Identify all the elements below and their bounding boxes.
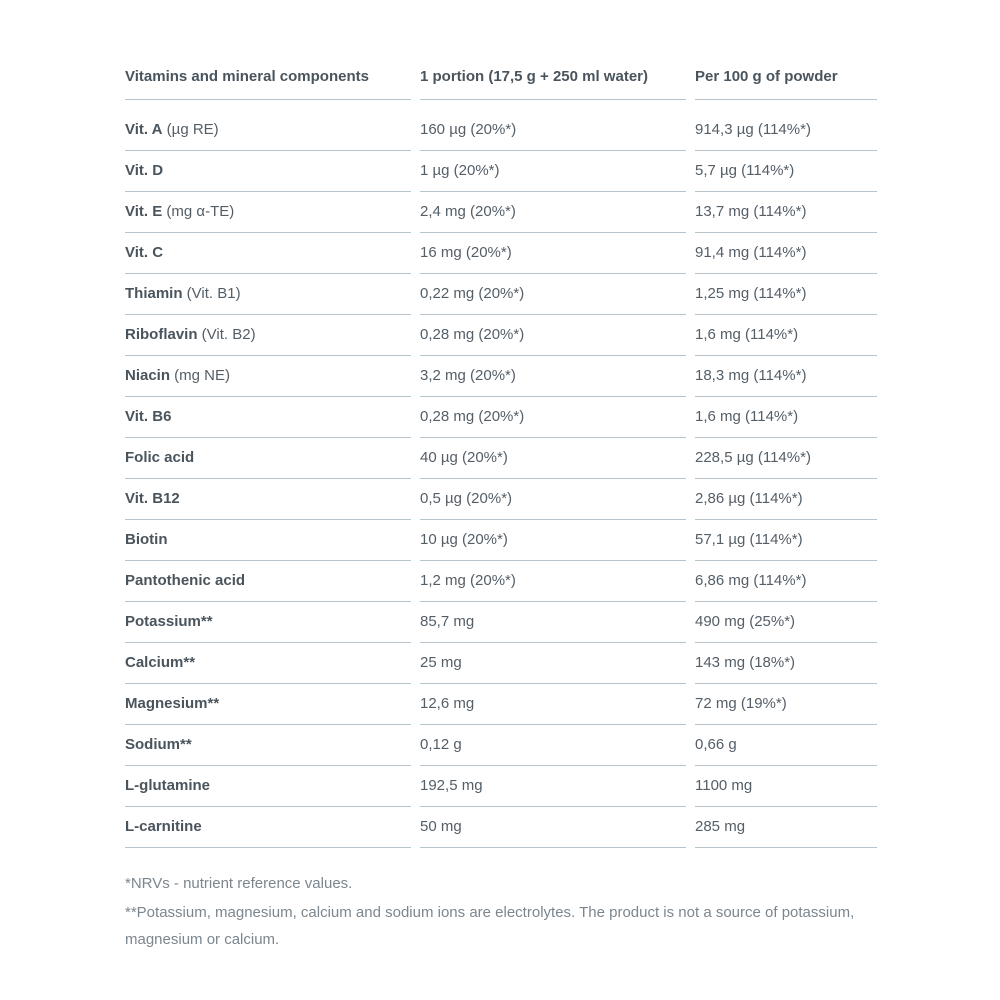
component-name-cell: [125, 397, 411, 438]
table-header-row: [125, 62, 877, 100]
portion-value-cell: 1,2 mg (20%*): [420, 561, 686, 602]
portion-value-cell: 2,4 mg (20%*): [420, 192, 686, 233]
table-row: [125, 274, 877, 315]
component-name-cell: [125, 315, 411, 356]
component-name-cell: [125, 520, 411, 561]
component-name-cell: [125, 602, 411, 643]
portion-value-cell: 0,22 mg (20%*): [420, 274, 686, 315]
table-row: [125, 725, 877, 766]
per-100g-value-cell: 228,5 µg (114%*): [695, 438, 877, 479]
portion-value-cell: 40 µg (20%*): [420, 438, 686, 479]
per-100g-value-cell: 1100 mg: [695, 766, 877, 807]
column-header-portion: 1 portion (17,5 g + 250 ml water): [420, 62, 686, 100]
component-name-cell: [125, 807, 411, 848]
per-100g-value-cell: 490 mg (25%*): [695, 602, 877, 643]
component-name-cell: [125, 725, 411, 766]
per-100g-value-cell: 18,3 mg (114%*): [695, 356, 877, 397]
component-name: Pantothenic acid: [125, 572, 246, 589]
portion-value-cell: 10 µg (20%*): [420, 520, 686, 561]
component-name: Vit. B6: [125, 408, 172, 425]
table-row: [125, 192, 877, 233]
component-name: Sodium**: [125, 736, 192, 753]
nutrition-table: [116, 62, 886, 848]
table-row: [125, 602, 877, 643]
per-100g-value-cell: 13,7 mg (114%*): [695, 192, 877, 233]
footnotes: [125, 870, 915, 953]
component-name: Thiamin: [125, 285, 183, 302]
component-name: Vit. C: [125, 244, 164, 261]
component-name-cell: [125, 561, 411, 602]
portion-value-cell: 50 mg: [420, 807, 686, 848]
column-header-per-100g: Per 100 g of powder: [695, 62, 877, 100]
component-name-cell: [125, 479, 411, 520]
component-name-cell: [125, 643, 411, 684]
component-name-cell: [125, 151, 411, 192]
table-row: [125, 151, 877, 192]
component-name-cell: [125, 100, 411, 151]
column-header-components: Vitamins and mineral components: [125, 62, 411, 100]
table-body: [125, 100, 877, 848]
portion-value-cell: 1 µg (20%*): [420, 151, 686, 192]
per-100g-value-cell: 91,4 mg (114%*): [695, 233, 877, 274]
table-row: [125, 643, 877, 684]
table-row: [125, 356, 877, 397]
footnote-electrolytes: **Potassium, magnesium, calcium and sodium ions are electrolytes. The product is not a source of potassium, magnesium or calcium.: [125, 904, 855, 948]
component-name: Vit. A: [125, 121, 163, 138]
per-100g-value-cell: 57,1 µg (114%*): [695, 520, 877, 561]
portion-value-cell: 12,6 mg: [420, 684, 686, 725]
component-name: L-glutamine: [125, 777, 210, 794]
per-100g-value-cell: 1,6 mg (114%*): [695, 315, 877, 356]
component-name-cell: [125, 684, 411, 725]
component-name: Vit. B12: [125, 490, 180, 507]
component-name-cell: [125, 438, 411, 479]
portion-value-cell: 192,5 mg: [420, 766, 686, 807]
per-100g-value-cell: 6,86 mg (114%*): [695, 561, 877, 602]
portion-value-cell: 0,12 g: [420, 725, 686, 766]
per-100g-value-cell: 143 mg (18%*): [695, 643, 877, 684]
portion-value-cell: 160 µg (20%*): [420, 100, 686, 151]
per-100g-value-cell: 72 mg (19%*): [695, 684, 877, 725]
table-row: [125, 233, 877, 274]
table-row: [125, 315, 877, 356]
component-note: (mg α-TE): [162, 203, 235, 220]
per-100g-value-cell: 1,6 mg (114%*): [695, 397, 877, 438]
table-row: [125, 520, 877, 561]
portion-value-cell: 16 mg (20%*): [420, 233, 686, 274]
component-name: Vit. E: [125, 203, 163, 220]
table-row: [125, 807, 877, 848]
per-100g-value-cell: 1,25 mg (114%*): [695, 274, 877, 315]
component-note: (Vit. B1): [182, 285, 241, 302]
table-row: [125, 438, 877, 479]
component-name-cell: [125, 192, 411, 233]
component-name: Calcium**: [125, 654, 196, 671]
table-row: [125, 397, 877, 438]
component-name: Biotin: [125, 531, 168, 548]
portion-value-cell: 0,28 mg (20%*): [420, 397, 686, 438]
component-name-cell: [125, 356, 411, 397]
per-100g-value-cell: 0,66 g: [695, 725, 877, 766]
portion-value-cell: 3,2 mg (20%*): [420, 356, 686, 397]
component-name: Niacin: [125, 367, 171, 384]
portion-value-cell: 85,7 mg: [420, 602, 686, 643]
per-100g-value-cell: 914,3 µg (114%*): [695, 100, 877, 151]
portion-value-cell: 25 mg: [420, 643, 686, 684]
component-note: (Vit. B2): [197, 326, 256, 343]
component-name: Vit. D: [125, 162, 164, 179]
per-100g-value-cell: 285 mg: [695, 807, 877, 848]
component-name: Riboflavin: [125, 326, 198, 343]
per-100g-value-cell: 5,7 µg (114%*): [695, 151, 877, 192]
table-row: [125, 561, 877, 602]
table-row: [125, 479, 877, 520]
component-name: L-carnitine: [125, 818, 202, 835]
component-name-cell: [125, 233, 411, 274]
component-name: Magnesium**: [125, 695, 220, 712]
table-row: [125, 766, 877, 807]
table-row: [125, 684, 877, 725]
portion-value-cell: 0,5 µg (20%*): [420, 479, 686, 520]
per-100g-value-cell: 2,86 µg (114%*): [695, 479, 877, 520]
table-row: [125, 100, 877, 151]
footnote-nrv: *NRVs - nutrient reference values.: [125, 875, 353, 892]
component-note: (mg NE): [170, 367, 231, 384]
component-name: Folic acid: [125, 449, 195, 466]
portion-value-cell: 0,28 mg (20%*): [420, 315, 686, 356]
component-note: (µg RE): [162, 121, 219, 138]
component-name: Potassium**: [125, 613, 213, 630]
component-name-cell: [125, 766, 411, 807]
component-name-cell: [125, 274, 411, 315]
